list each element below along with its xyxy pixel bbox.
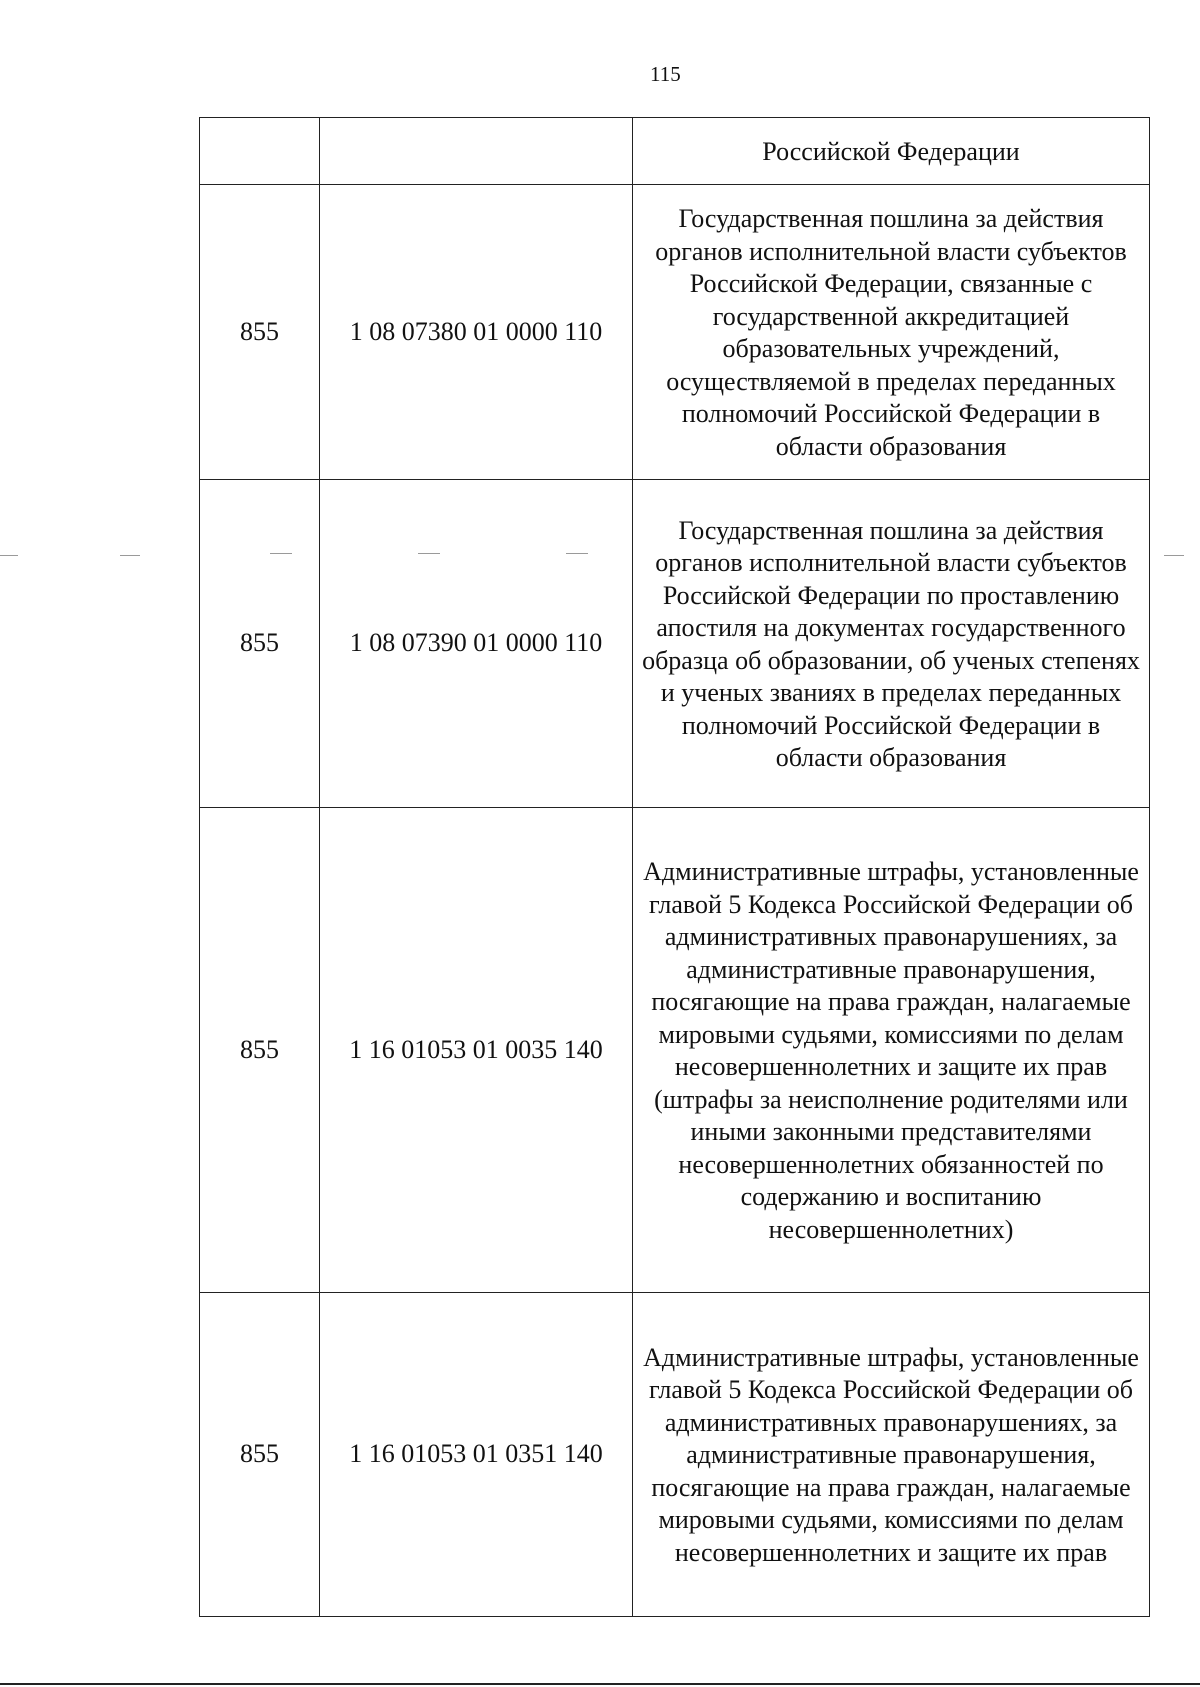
scan-mark-left: [120, 555, 140, 556]
description-cell: Административные штрафы, установленные главой 5 Кодекса Российской Федерации об административных правонарушениях, за административные правонарушения, посягающие на права граждан, налагаемые мировыми судьями, комиссиями по делам несовершеннолетних и защите их прав (штрафы за неисполнение родителями или иными законными представителями несовершеннолетних обязанностей по содержанию и воспитанию несовершеннолетних): [633, 808, 1150, 1293]
revenue-codes-table: [199, 117, 1150, 1617]
budget-code-cell: 1 08 07390 01 0000 110: [320, 480, 633, 808]
admin-code-cell: 855: [200, 185, 320, 480]
admin-code-cell: [200, 118, 320, 185]
table-row: [200, 185, 1150, 480]
description-cell: Государственная пошлина за действия органов исполнительной власти субъектов Российской Федерации по проставлению апостиля на документах государственного образца об образовании, об ученых степенях и ученых званиях в пределах переданных полномочий Российской Федерации в области образования: [633, 480, 1150, 808]
scan-mark-col1: [270, 553, 292, 554]
admin-code-cell: 855: [200, 808, 320, 1293]
budget-code-cell: [320, 118, 633, 185]
page-bottom-edge: [0, 1683, 1200, 1685]
table-row: [200, 1293, 1150, 1617]
page-number: 115: [650, 62, 681, 86]
table-row: [200, 118, 1150, 185]
admin-code-cell: 855: [200, 480, 320, 808]
budget-code-cell: 1 16 01053 01 0035 140: [320, 808, 633, 1293]
table-row: [200, 808, 1150, 1293]
scan-mark-col2a: [418, 553, 440, 554]
scan-mark-right: [1164, 555, 1184, 556]
description-cell: Административные штрафы, установленные главой 5 Кодекса Российской Федерации об административных правонарушениях, за административные правонарушения, посягающие на права граждан, налагаемые мировыми судьями, комиссиями по делам несовершеннолетних и защите их прав: [633, 1293, 1150, 1617]
admin-code-cell: 855: [200, 1293, 320, 1617]
scan-mark-left-edge: [0, 555, 18, 556]
table-row: [200, 480, 1150, 808]
description-cell: Государственная пошлина за действия органов исполнительной власти субъектов Российской Федерации, связанные с государственной аккредитацией образовательных учреждений, осуществляемой в пределах переданных полномочий Российской Федерации в области образования: [633, 185, 1150, 480]
scan-mark-col2b: [566, 553, 588, 554]
description-cell: Российской Федерации: [633, 118, 1150, 185]
budget-code-cell: 1 16 01053 01 0351 140: [320, 1293, 633, 1617]
budget-code-cell: 1 08 07380 01 0000 110: [320, 185, 633, 480]
